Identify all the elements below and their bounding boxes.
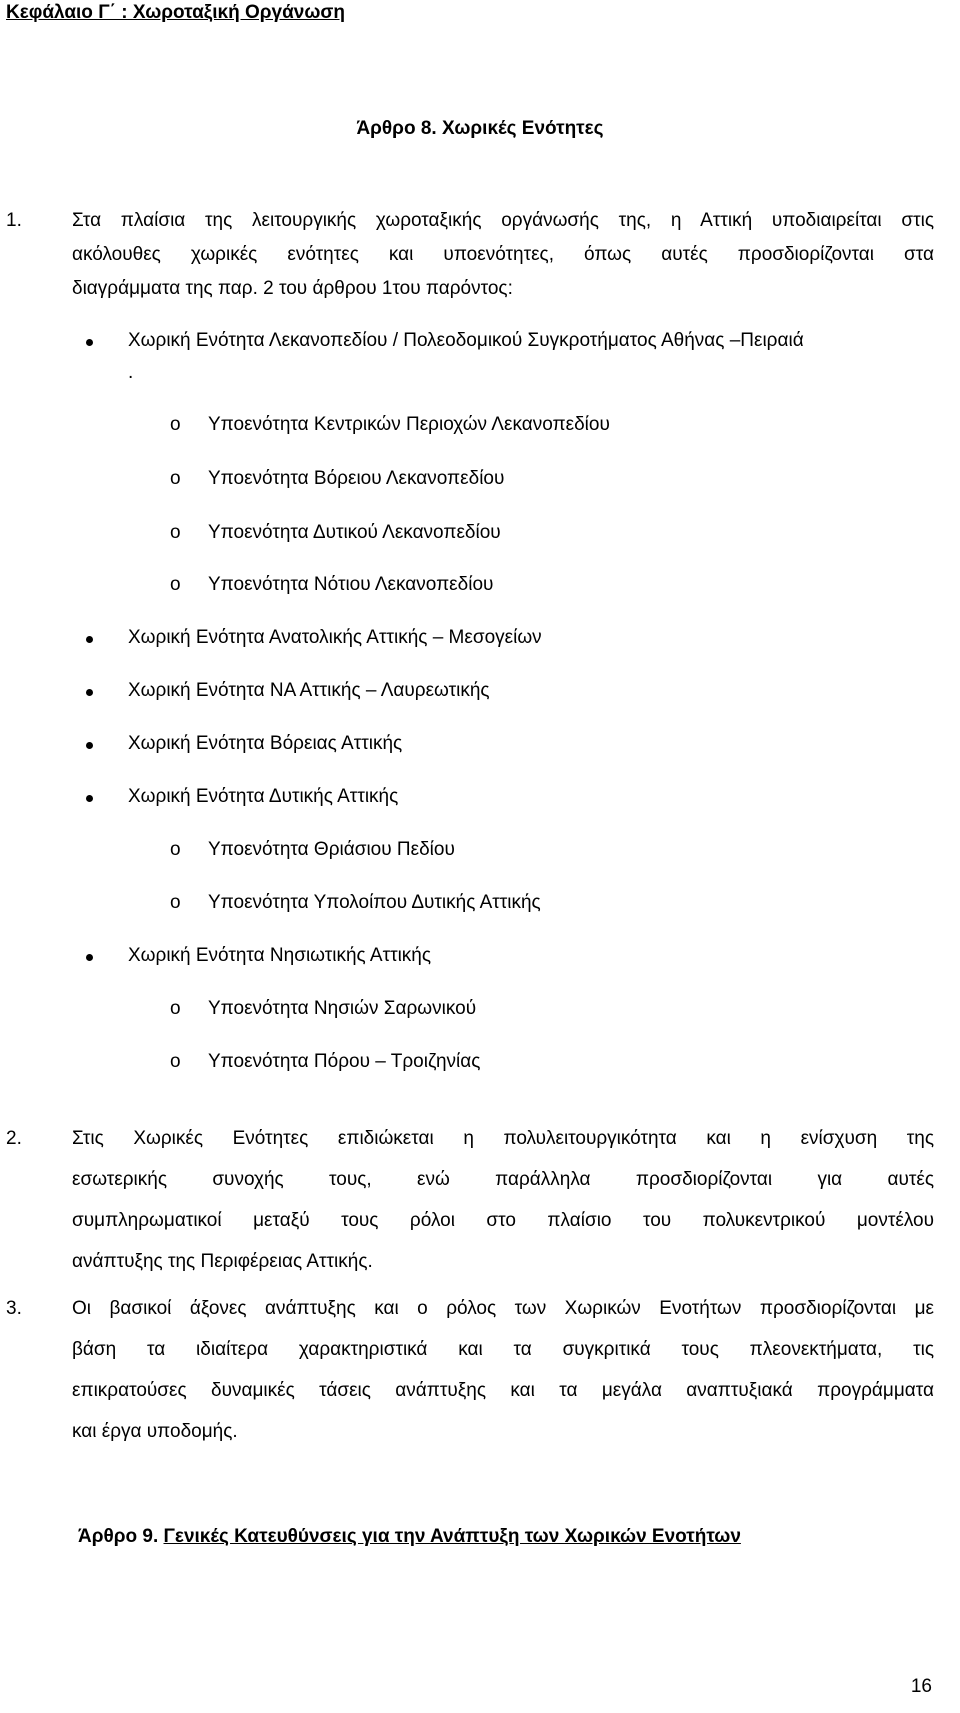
paragraph-3-line-1: Οι βασικοί άξονες ανάπτυξης και ο ρόλος των Χωρικών Ενοτήτων προσδιορίζονται με [72,1298,934,1319]
spatial-unit-3: Χωρική Ενότητα ΝΑ Αττικής – Λαυρεωτικής [128,680,490,701]
paragraph-1-line-2: ακόλουθες χωρικές ενότητες και υποενότητες, όπως αυτές προσδιορίζονται στα [72,244,934,265]
spatial-unit-1-label: Χωρική Ενότητα Λεκανοπεδίου / Πολεοδομικού Συγκροτήματος Αθήνας [128,330,725,351]
paragraph-2-line-1: Στις Χωρικές Ενότητες επιδιώκεται η πολυλειτουργικότητα και η ενίσχυση της [72,1128,934,1149]
sub-bullet-icon: o [170,892,181,913]
spatial-unit-1-dash-part: –Πειραιά [729,330,804,351]
spatial-unit-2: Χωρική Ενότητα Ανατολικής Αττικής – Μεσογείων [128,627,542,648]
subunit-thriasio: Υποενότητα Θριάσιου Πεδίου [208,839,455,860]
subunit-south: Υποενότητα Νότιου Λεκανοπεδίου [208,574,494,595]
spatial-unit-1 [128,330,804,352]
sub-bullet-icon: o [170,522,181,543]
article-9-prefix: Άρθρο 9. [78,1526,159,1547]
subunit-rest-west: Υποενότητα Υπολοίπου Δυτικής Αττικής [208,892,541,913]
bullet-icon [86,339,93,346]
spatial-unit-5: Χωρική Ενότητα Δυτικής Αττικής [128,786,399,807]
paragraph-1-line-1: Στα πλαίσια της λειτουργικής χωροταξικής οργάνωσής της, η Αττική υποδιαιρείται στις [72,210,934,231]
bullet-icon [86,636,93,643]
sub-bullet-icon: o [170,998,181,1019]
paragraph-2-number: 2. [6,1128,22,1149]
spatial-unit-4: Χωρική Ενότητα Βόρειας Αττικής [128,733,403,754]
sub-bullet-icon: o [170,414,181,435]
sub-bullet-icon: o [170,574,181,595]
sub-bullet-icon: o [170,468,181,489]
bullet-icon [86,954,93,961]
subunit-poros: Υποενότητα Πόρου – Τροιζηνίας [208,1051,481,1072]
spatial-unit-1-trailing: . [128,362,134,383]
chapter-heading: Κεφάλαιο Γ΄ : Χωροταξική Οργάνωση [6,2,345,23]
article-8-title: Άρθρο 8. Χωρικές Ενότητες [356,118,604,139]
paragraph-3-line-2: βάση τα ιδιαίτερα χαρακτηριστικά και τα συγκριτικά τους πλεονεκτήματα, τις [72,1339,934,1360]
paragraph-3-number: 3. [6,1298,22,1319]
paragraph-2-line-2: εσωτερικής συνοχής τους, ενώ παράλληλα προσδιορίζονται για αυτές [72,1169,934,1190]
subunit-north: Υποενότητα Βόρειου Λεκανοπεδίου [208,468,505,489]
bullet-icon [86,689,93,696]
subunit-central: Υποενότητα Κεντρικών Περιοχών Λεκανοπεδίου [208,414,610,435]
subunit-west: Υποενότητα Δυτικού Λεκανοπεδίου [208,522,501,543]
subunit-saronic: Υποενότητα Νησιών Σαρωνικού [208,998,477,1019]
article-9-title: Γενικές Κατευθύνσεις για την Ανάπτυξη των Χωρικών Ενοτήτων [163,1526,741,1547]
sub-bullet-icon: o [170,839,181,860]
spatial-unit-6: Χωρική Ενότητα Νησιωτικής Αττικής [128,945,432,966]
page-number: 16 [910,1676,932,1697]
paragraph-3-line-3: επικρατούσες δυναμικές τάσεις ανάπτυξης και τα μεγάλα αναπτυξιακά προγράμματα [72,1380,934,1401]
paragraph-1-number: 1. [6,210,22,231]
bullet-icon [86,795,93,802]
sub-bullet-icon: o [170,1051,181,1072]
bullet-icon [86,742,93,749]
paragraph-2-line-3: συμπληρωματικοί μεταξύ τους ρόλοι στο πλαίσιο του πολυκεντρικού μοντέλου [72,1210,934,1231]
article-9-heading [78,1526,741,1548]
paragraph-2-line-4: ανάπτυξης της Περιφέρειας Αττικής. [72,1251,373,1272]
paragraph-1-line-3: διαγράμματα της παρ. 2 του άρθρου 1του παρόντος: [72,278,513,299]
paragraph-3-line-4: και έργα υποδομής. [72,1421,238,1442]
